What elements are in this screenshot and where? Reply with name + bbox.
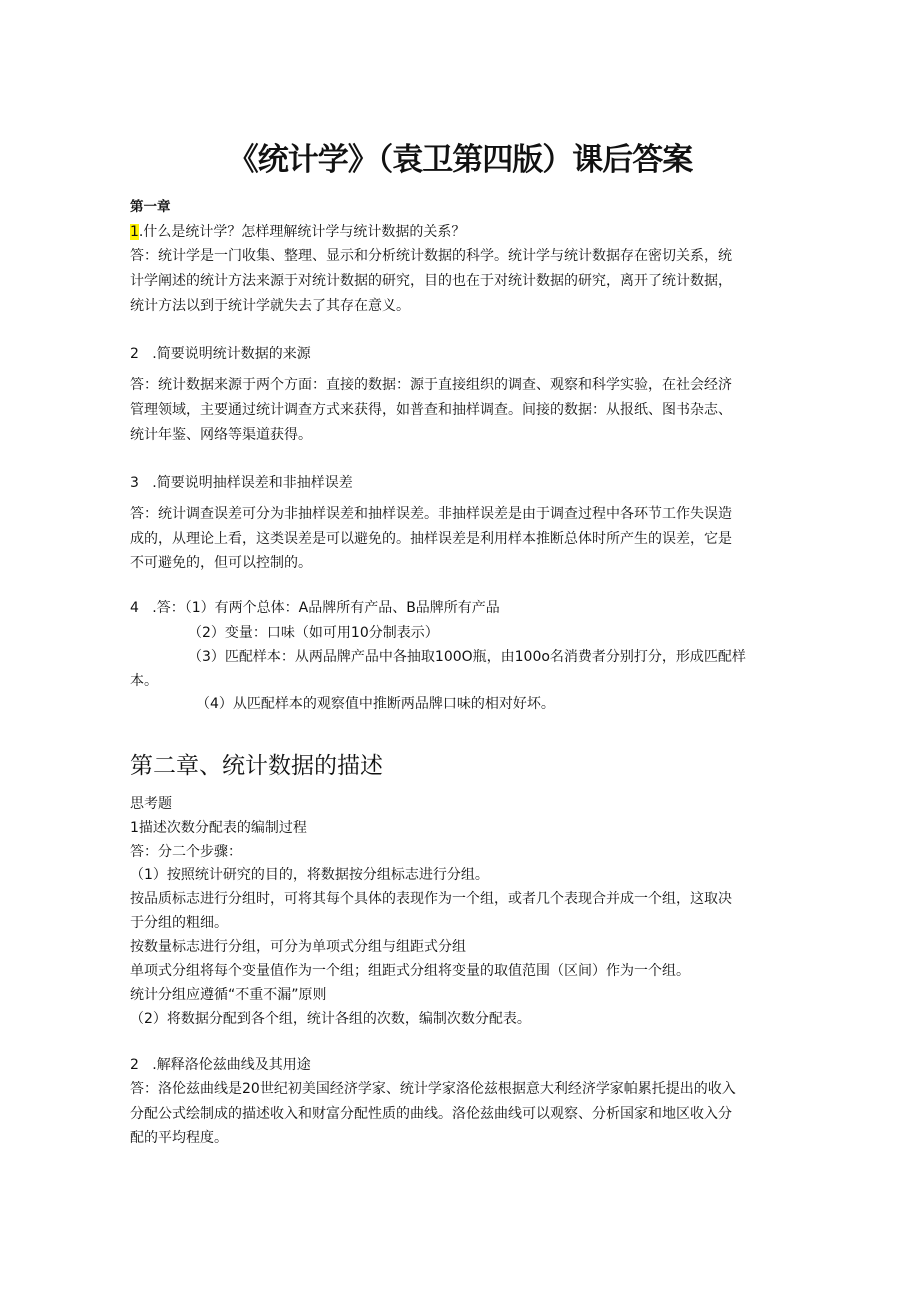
answer-1-1-line: 计学阐述的统计方法来源于对统计数据的研究，目的也在于对统计数据的研究，离开了统计数据， <box>130 273 732 289</box>
answer-2-2-line: 答：洛伦兹曲线是20世纪初美国经济学家、统计学家洛伦兹根据意大利经济学家帕累托提出的收入 <box>130 1081 736 1097</box>
highlighted-number: 1 <box>130 224 139 240</box>
answer-1-2-line: 答：统计数据来源于两个方面：直接的数据：源于直接组织的调查、观察和科学实验，在社会经济 <box>130 377 732 393</box>
answer-1-4-item: （4）从匹配样本的观察值中推断两品牌口味的相对好坏。 <box>196 696 555 712</box>
question-2-2: 2 .解释洛伦兹曲线及其用途 <box>130 1057 311 1073</box>
question-1-2: 2 .简要说明统计数据的来源 <box>130 346 311 362</box>
answer-1-4-item-cont: 本。 <box>130 673 158 689</box>
answer-2-1-line: （1）按照统计研究的目的，将数据按分组标志进行分组。 <box>130 867 489 883</box>
answer-2-1-line: 于分组的粗细。 <box>130 915 228 931</box>
answer-2-1-line: 答：分二个步骤： <box>130 844 242 860</box>
answer-2-2-line: 配的平均程度。 <box>130 1130 228 1146</box>
answer-1-3-line: 不可避免的，但可以控制的。 <box>130 555 312 571</box>
document-title: 《统计学》（袁卫第四版）课后答案 <box>227 142 693 178</box>
answer-1-1-line: 答：统计学是一门收集、整理、显示和分析统计数据的科学。统计学与统计数据存在密切关系，统 <box>130 248 732 264</box>
subheading-questions: 思考题 <box>130 796 172 812</box>
answer-2-1-line: 按数量标志进行分组，可分为单项式分组与组距式分组 <box>130 939 466 955</box>
question-1-1 <box>130 222 465 242</box>
answer-1-4-item: （2）变量：口味（如可用10分制表示） <box>188 625 439 641</box>
question-1-4: 4 .答：（1）有两个总体：A品牌所有产品、B品牌所有产品 <box>130 600 500 616</box>
answer-1-4-item: （3）匹配样本：从两品牌产品中各抽取100O瓶，由100o名消费者分别打分，形成匹配样 <box>188 649 746 665</box>
answer-1-2-line: 统计年鉴、网络等渠道获得。 <box>130 427 312 443</box>
chapter-1-heading: 第一章 <box>130 199 171 215</box>
answer-1-3-line: 成的，从理论上看，这类误差是可以避免的。抽样误差是利用样本推断总体时所产生的误差，它是 <box>130 531 732 547</box>
chapter-2-heading: 第二章、统计数据的描述 <box>130 753 383 779</box>
question-text: .什么是统计学？怎样理解统计学与统计数据的关系？ <box>138 224 466 240</box>
answer-2-1-line: 单项式分组将每个变量值作为一个组；组距式分组将变量的取值范围（区间）作为一个组。 <box>130 963 690 979</box>
answer-1-3-line: 答：统计调查误差可分为非抽样误差和抽样误差。非抽样误差是由于调查过程中各环节工作失误造 <box>130 506 732 522</box>
answer-1-1-line: 统计方法以到于统计学就失去了其存在意义。 <box>130 298 410 314</box>
answer-2-2-line: 分配公式绘制成的描述收入和财富分配性质的曲线。洛伦兹曲线可以观察、分析国家和地区收入分 <box>130 1106 732 1122</box>
answer-2-1-line: （2）将数据分配到各个组，统计各组的次数，编制次数分配表。 <box>130 1011 531 1027</box>
question-2-1: 1描述次数分配表的编制过程 <box>130 820 307 836</box>
answer-2-1-line: 统计分组应遵循“不重不漏”原则 <box>130 987 327 1003</box>
answer-2-1-line: 按品质标志进行分组时，可将其每个具体的表现作为一个组，或者几个表现合并成一个组，这取决 <box>130 891 732 907</box>
answer-1-2-line: 管理领域，主要通过统计调查方式来获得，如普查和抽样调查。间接的数据：从报纸、图书杂志、 <box>130 402 732 418</box>
question-1-3: 3 .简要说明抽样误差和非抽样误差 <box>130 475 353 491</box>
